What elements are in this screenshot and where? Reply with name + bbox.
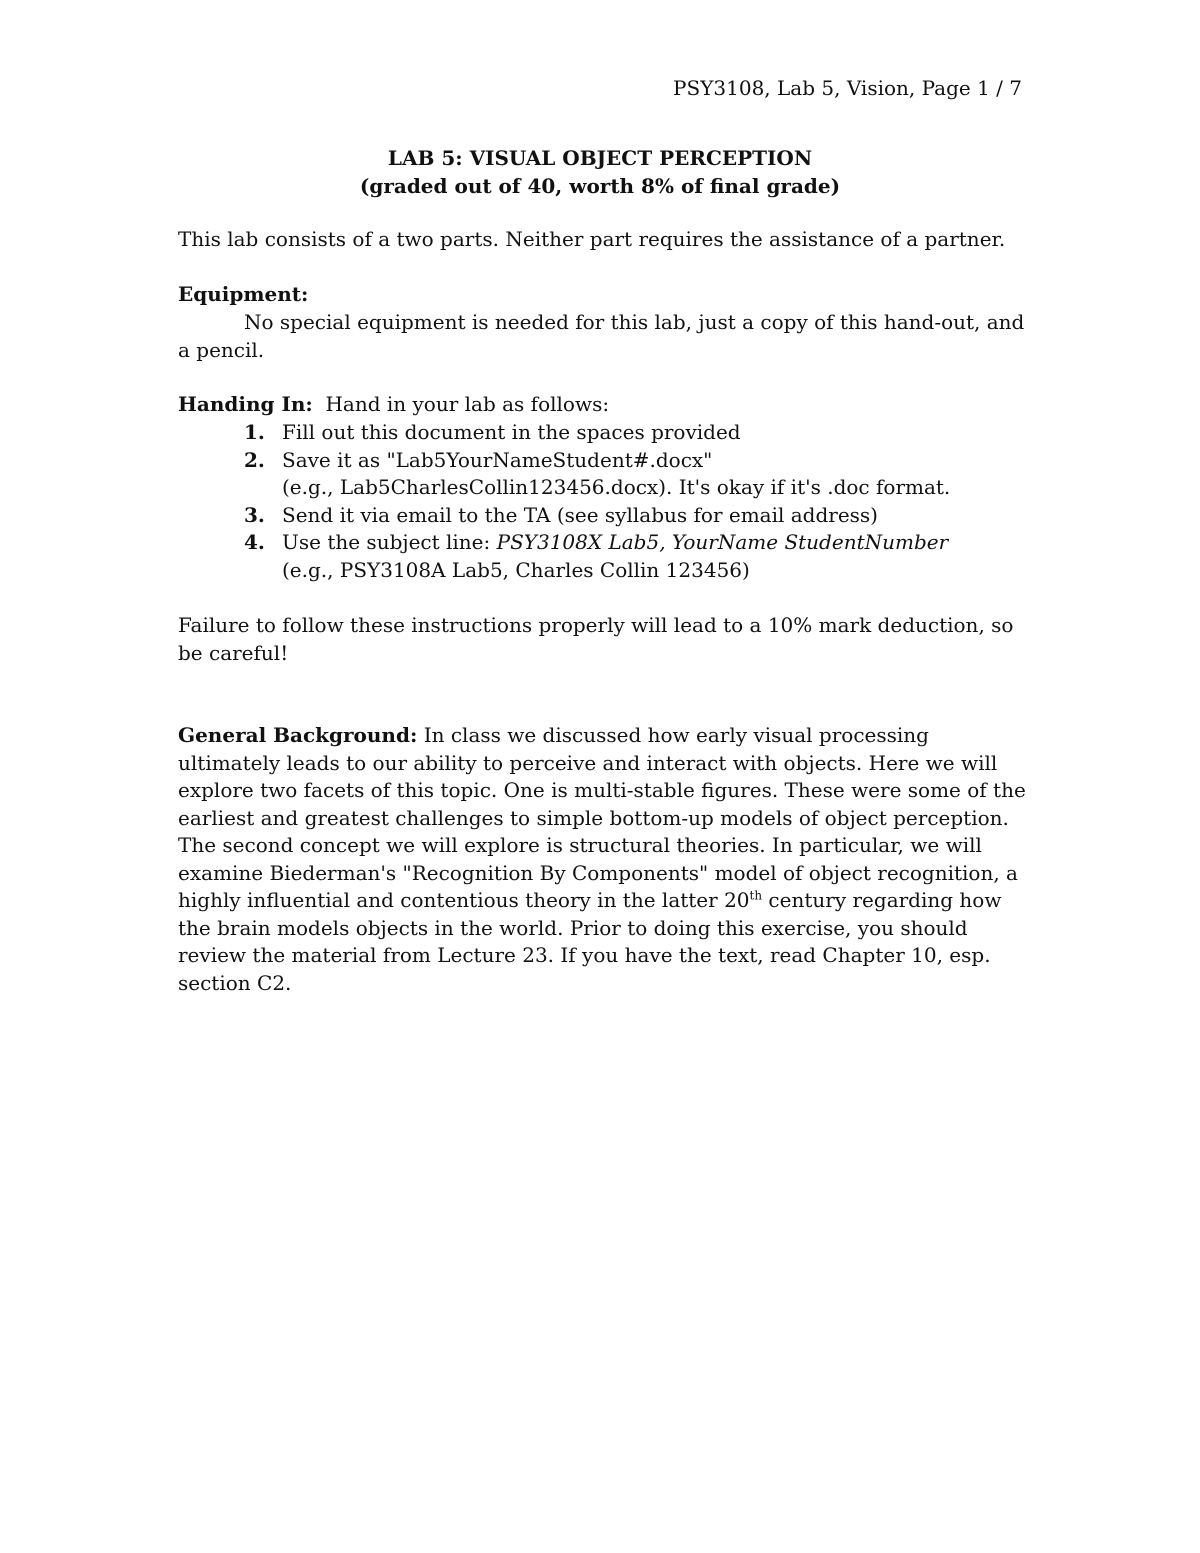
handing-in-heading: Handing In: <box>178 392 313 416</box>
step-number: 2. <box>244 447 265 472</box>
failure-note: Failure to follow these instructions properly will lead to a 10% mark deduction, so be careful! <box>178 613 1014 665</box>
step-number: 1. <box>244 420 265 444</box>
ordinal-superscript: th <box>749 888 763 903</box>
handing-in-text: Hand in your lab as follows: <box>325 392 610 416</box>
handing-in-paragraph <box>178 391 1028 419</box>
step-text: Save it as "Lab5YourNameStudent#.docx" <box>282 447 713 472</box>
step-number: 4. <box>244 530 265 554</box>
intro-paragraph: This lab consists of a two parts. Neither part requires the assistance of a partner. <box>178 227 1006 251</box>
running-header: PSY3108, Lab 5, Vision, Page 1 / 7 <box>673 76 1022 100</box>
step-example: (e.g., Lab5CharlesCollin123456.docx). It's okay if it's .doc format. <box>282 475 951 499</box>
equipment-text: No special equipment is needed for this lab, just a copy of this hand-out, and a pencil. <box>178 310 1025 362</box>
title-line-1: LAB 5: VISUAL OBJECT PERCEPTION <box>387 146 813 170</box>
step-text <box>282 529 1034 557</box>
list-item <box>244 447 1034 502</box>
general-background-text-2: century regarding how the brain models objects in the world. Prior to doing this exercise, you should review the material from Lecture 23. If you have the text, read Chapter 10, esp. section C2. <box>178 888 1002 995</box>
subject-line-format: PSY3108X Lab5, YourName StudentNumber <box>496 530 949 554</box>
step-text-prefix: Use the subject line: <box>282 530 497 554</box>
equipment-paragraph <box>178 309 1028 364</box>
general-background-text-1: In class we discussed how early visual processing ultimately leads to our ability to perceive and interact with objects. Here we will explore two facets of this topic. One is multi-stable figures. These were some of the earliest and greatest challenges to simple bottom-up models of object perception. The second concept we will explore is structural theories. In particular, we will examine Biederman's "Recognition By Components" model of object recognition, a highly influential and contentious theory in the latter 20 <box>178 723 1026 912</box>
general-background-heading: General Background: <box>178 723 418 747</box>
list-item <box>244 419 1034 447</box>
equipment-heading: Equipment: <box>178 282 309 306</box>
step-number: 3. <box>244 502 265 527</box>
list-item <box>244 502 1034 530</box>
title-line-2: (graded out of 40, worth 8% of final grade) <box>359 174 841 198</box>
general-background-paragraph <box>178 722 1028 997</box>
step-text: Fill out this document in the spaces provided <box>282 420 741 444</box>
step-example: (e.g., PSY3108A Lab5, Charles Collin 123456) <box>282 557 750 582</box>
list-item <box>244 529 1034 584</box>
document-title <box>0 144 1200 200</box>
handing-in-steps <box>244 419 1034 584</box>
step-text: Send it via email to the TA (see syllabus for email address) <box>282 502 878 527</box>
